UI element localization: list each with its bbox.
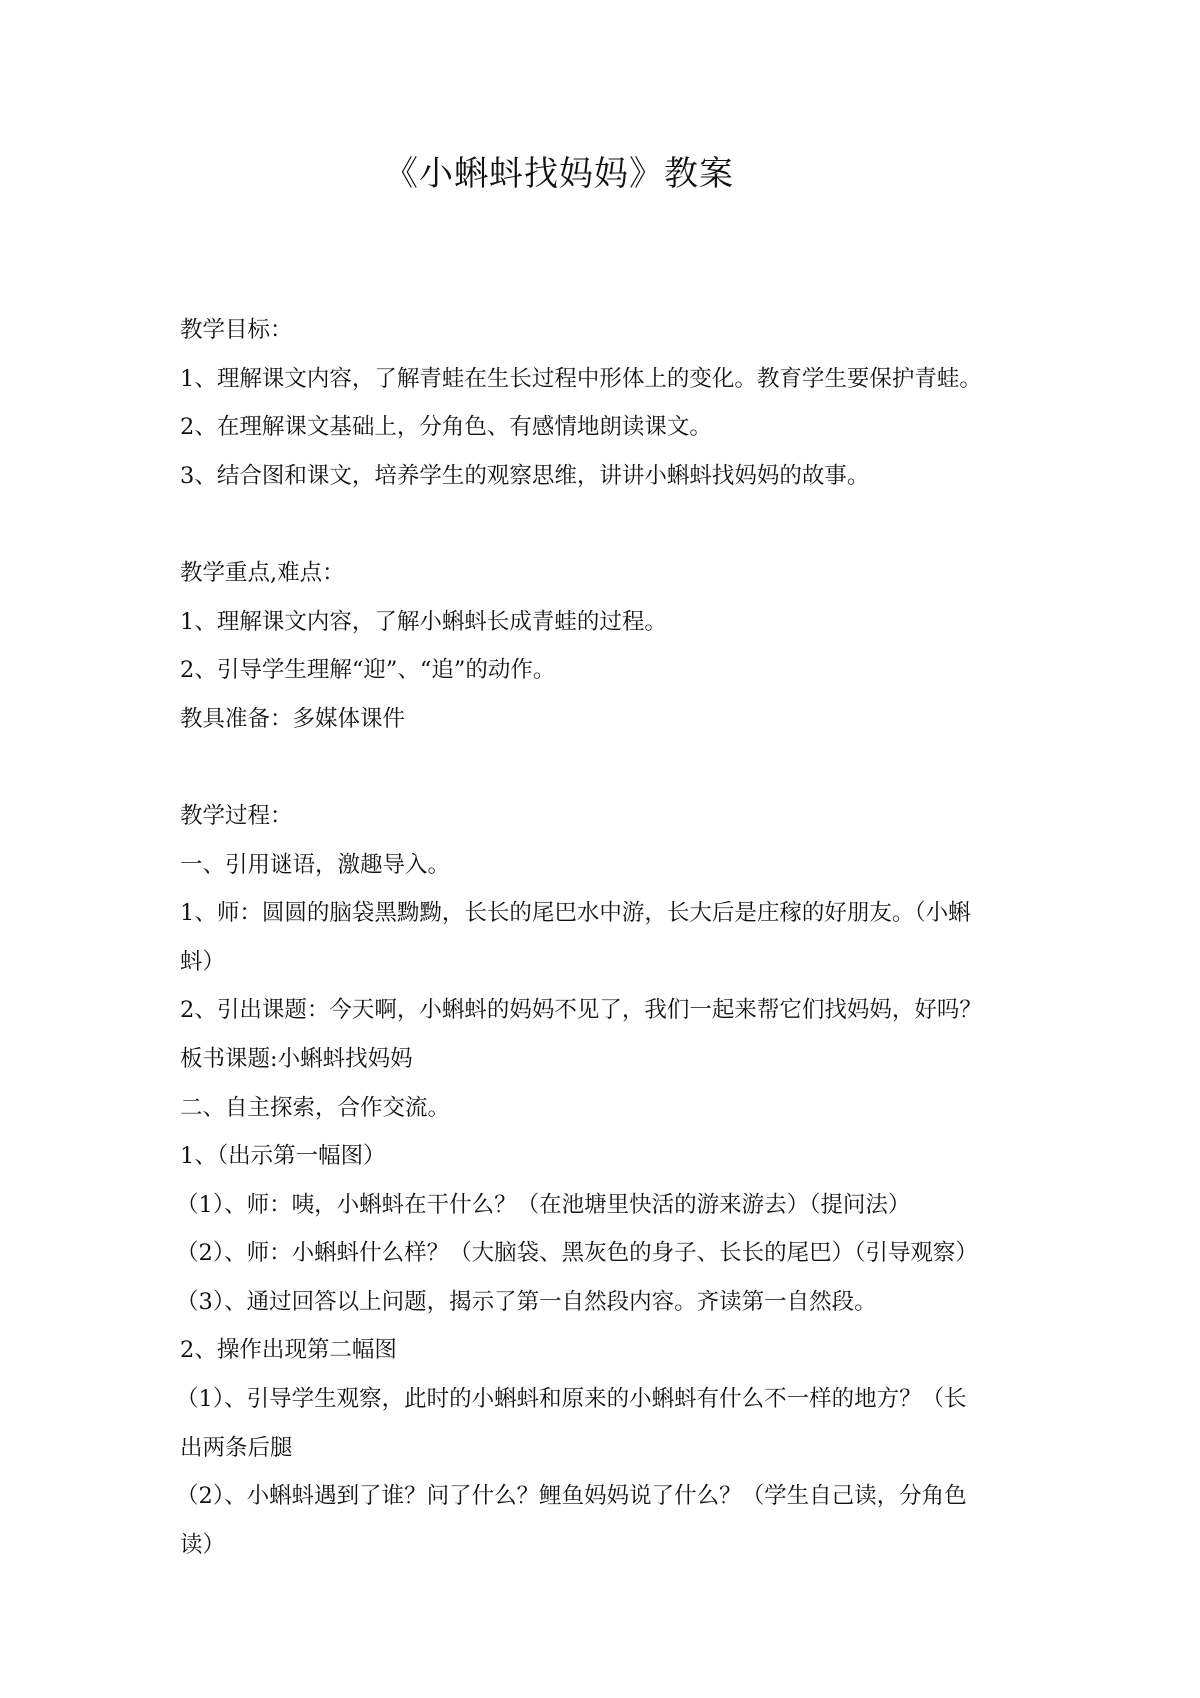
key-point-item: 2、引导学生理解“迎”、“追”的动作。 (180, 657, 556, 684)
process-line: 蚪） (180, 948, 226, 975)
process-line: 1、师：圆圆的脑袋黑黝黝，长长的尾巴水中游，长大后是庄稼的好朋友。（小蝌 (180, 900, 971, 927)
process-line: 2、引出课题：今天啊，小蝌蚪的妈妈不见了，我们一起来帮它们找妈妈，好吗？ (180, 997, 982, 1024)
process-line: 出两条后腿 (180, 1434, 293, 1461)
process-line: （3）、通过回答以上问题，揭示了第一自然段内容。齐读第一自然段。 (176, 1288, 877, 1315)
process-line: （2）、小蝌蚪遇到了谁？问了什么？鲤鱼妈妈说了什么？（学生自己读，分角色 (176, 1483, 967, 1510)
goal-item: 1、理解课文内容，了解青蛙在生长过程中形体上的变化。教育学生要保护青蛙。 (180, 365, 982, 392)
document-title: 《小蝌蚪找妈妈》教案 (384, 154, 734, 194)
process-line: 1、（出示第一幅图） (180, 1143, 386, 1170)
section-heading-key-points: 教学重点,难点： (180, 559, 345, 586)
process-line: 二、自主探索，合作交流。 (180, 1094, 451, 1121)
goal-item: 3、结合图和课文，培养学生的观察思维，讲讲小蝌蚪找妈妈的故事。 (180, 462, 870, 489)
materials-line: 教具准备：多媒体课件 (180, 705, 406, 732)
process-line: （1）、师：咦，小蝌蚪在干什么？（在池塘里快活的游来游去）（提问法） (176, 1191, 911, 1218)
key-point-item: 1、理解课文内容，了解小蝌蚪长成青蛙的过程。 (180, 608, 667, 635)
process-line: （2）、师：小蝌蚪什么样？（大脑袋、黑灰色的身子、长长的尾巴）（引导观察） (176, 1240, 978, 1267)
section-heading-process: 教学过程： (180, 802, 293, 829)
blank-line (180, 743, 1040, 792)
process-line: （1）、引导学生观察，此时的小蝌蚪和原来的小蝌蚪有什么不一样的地方？（长 (176, 1386, 967, 1413)
goal-item: 2、在理解课文基础上，分角色、有感情地朗读课文。 (180, 414, 712, 441)
process-line: 一、引用谜语，激趣导入。 (180, 851, 451, 878)
process-line: 2、操作出现第二幅图 (180, 1337, 397, 1364)
process-line: 读） (180, 1531, 226, 1558)
blank-line (180, 500, 1040, 549)
process-line: 板书课题:小蝌蚪找妈妈 (180, 1045, 413, 1072)
document-body (176, 306, 1040, 1569)
section-heading-goals: 教学目标： (180, 317, 293, 343)
